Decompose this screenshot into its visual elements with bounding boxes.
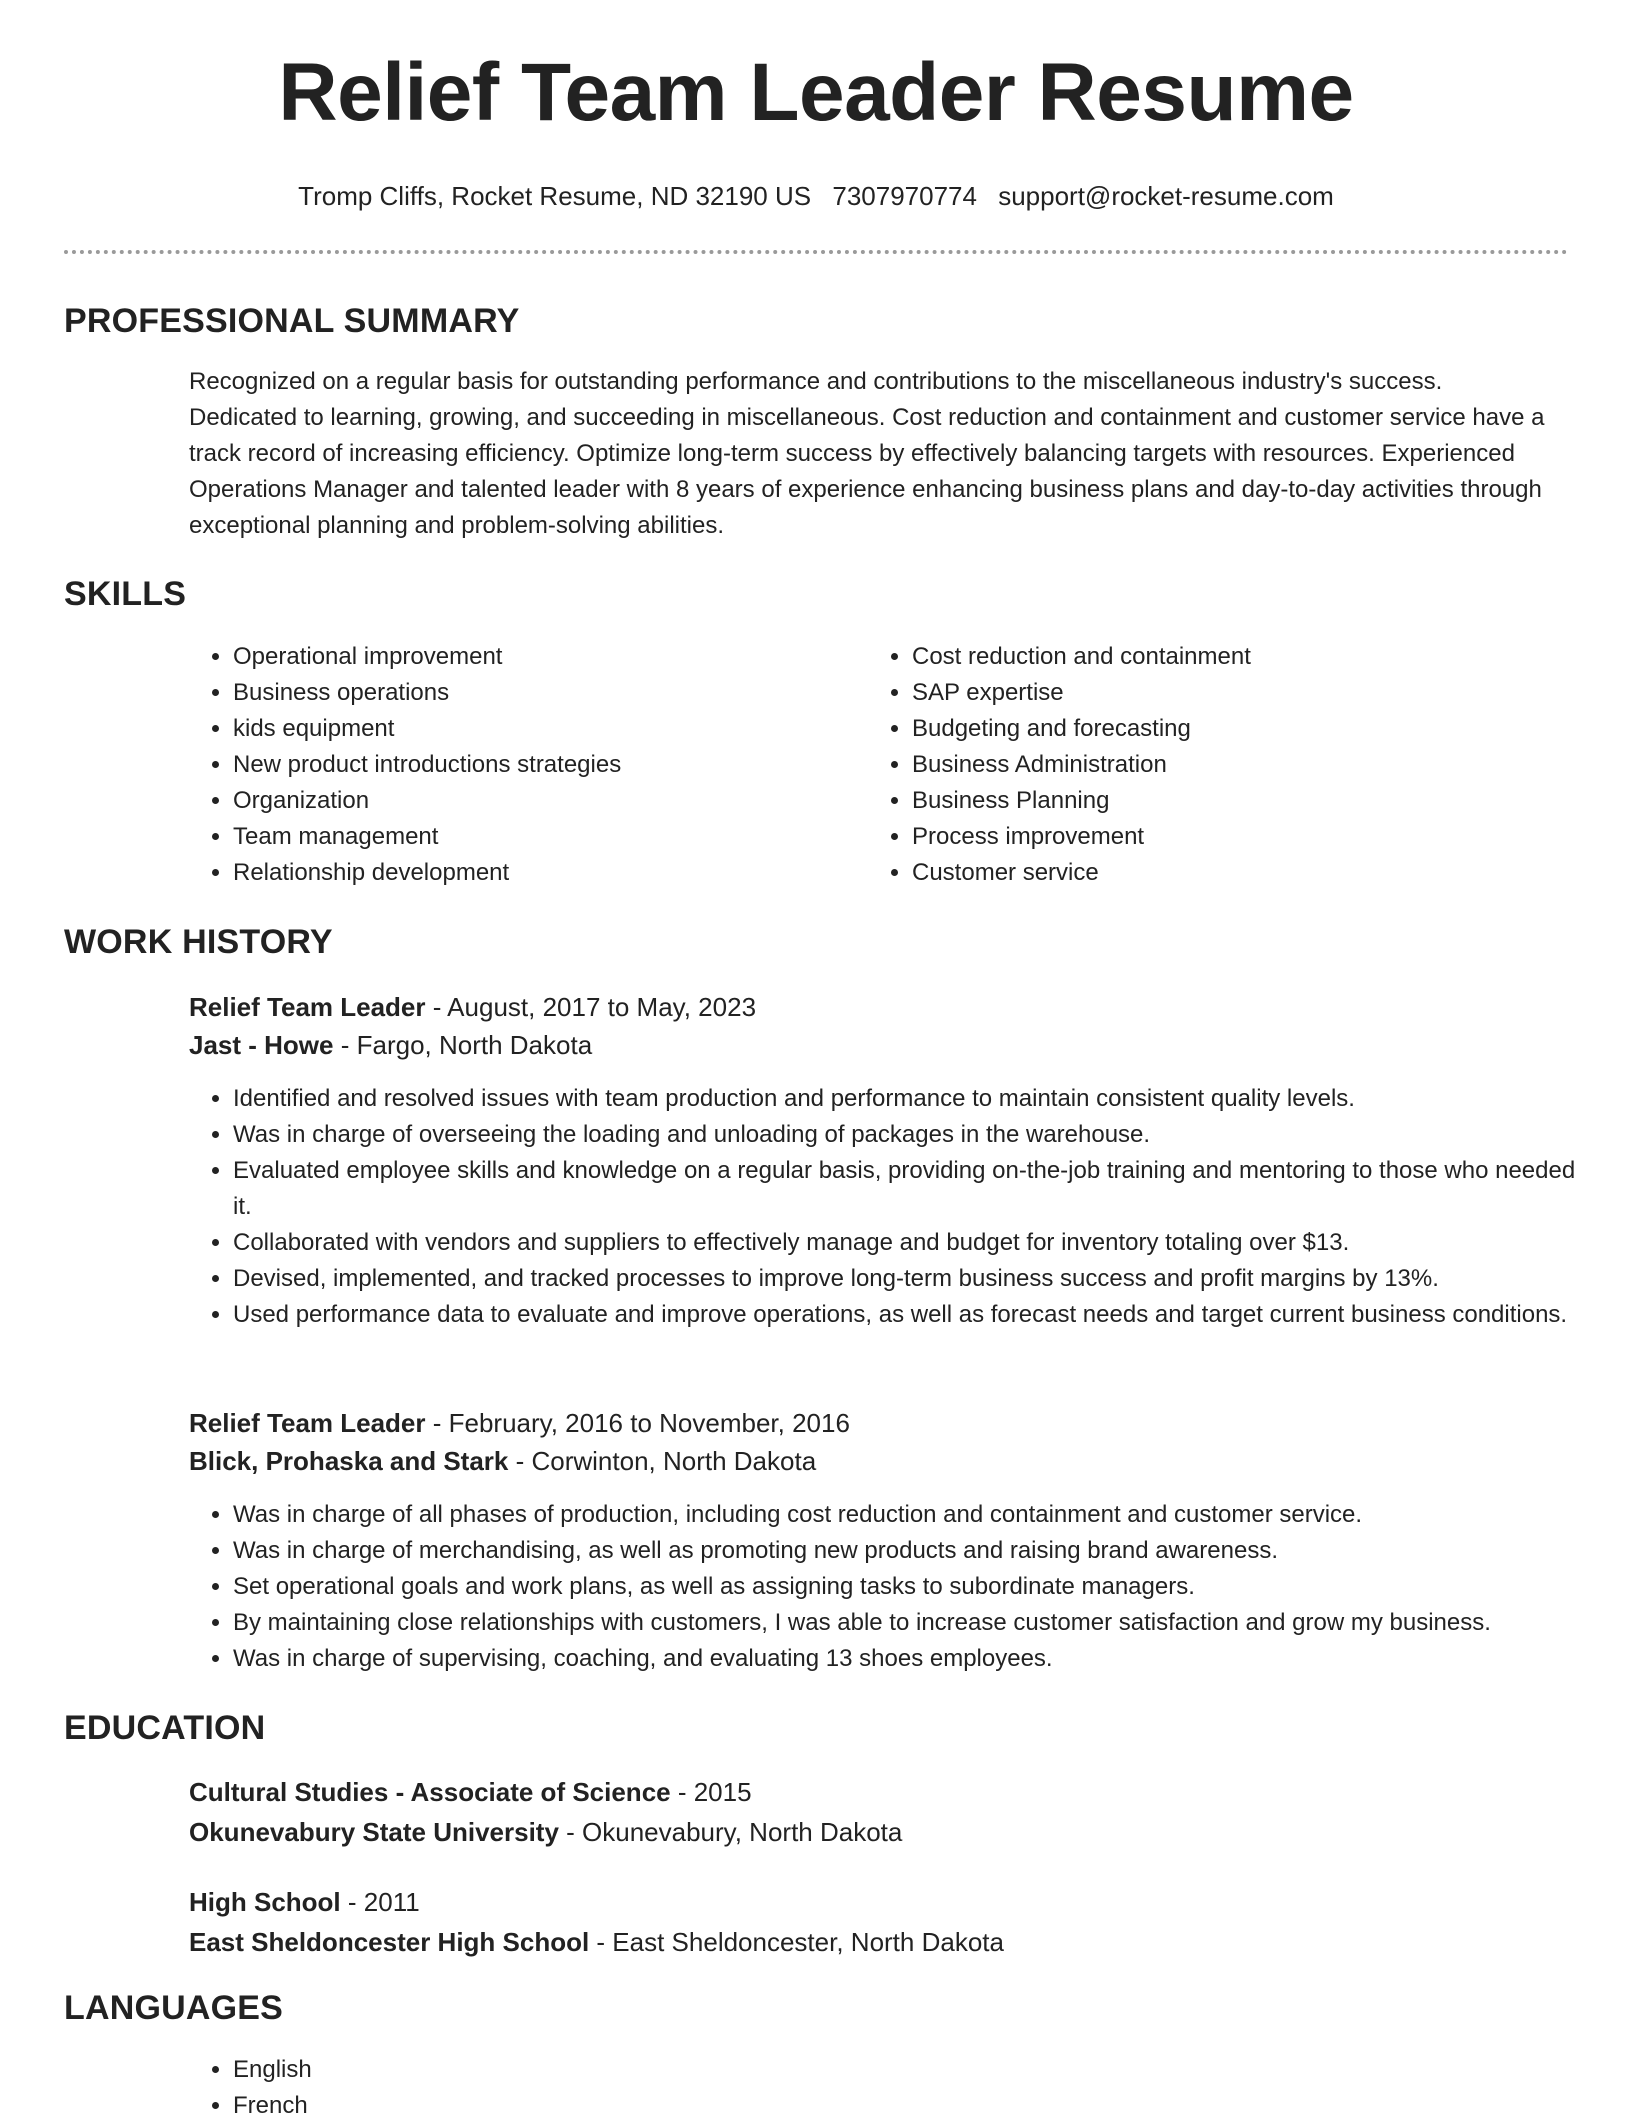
skill-item: • SAP expertise [912,675,1512,711]
contact-email: support@rocket-resume.com [998,181,1334,211]
education-degree-line [189,1889,420,1915]
education-degree: High School [189,1887,341,1917]
skill-item: • New product introductions strategies [233,747,833,783]
education-school-line [189,1929,1004,1955]
skill-item: • Business operations [233,675,833,711]
skill-item: • Team management [233,819,833,855]
language-item: • English [233,2052,833,2088]
skill-item: • Organization [233,783,833,819]
job-title-line [189,994,756,1020]
section-title-education: EDUCATION [64,1709,266,1747]
job-title: Relief Team Leader [189,1408,426,1438]
skills-list-left [189,639,833,891]
section-title-skills: SKILLS [64,575,187,613]
contact-info [0,183,1632,209]
skill-item: • Budgeting and forecasting [912,711,1512,747]
job-bullet: • Devised, implemented, and tracked processes to improve long-term business success and profit margins by 13%. [233,1261,1593,1297]
skills-list-right [868,639,1512,891]
contact-phone: 7307970774 [832,181,977,211]
section-title-work-history: WORK HISTORY [64,923,333,961]
education-school: Okunevabury State University [189,1817,559,1847]
skill-item: • Process improvement [912,819,1512,855]
contact-address: Tromp Cliffs, Rocket Resume, ND 32190 US [298,181,812,211]
job-title-line [189,1410,850,1436]
skill-item: • Customer service [912,855,1512,891]
job-bullet: • By maintaining close relationships with customers, I was able to increase customer satisfaction and grow my business. [233,1605,1593,1641]
job-company: Jast - Howe [189,1030,334,1060]
language-item: • French [233,2088,833,2124]
job-bullet: • Was in charge of all phases of production, including cost reduction and containment and customer service. [233,1497,1593,1533]
job-dates: - February, 2016 to November, 2016 [425,1408,850,1438]
job-title: Relief Team Leader [189,992,426,1022]
section-title-languages: LANGUAGES [64,1989,284,2027]
education-school: East Sheldoncester High School [189,1927,590,1957]
job-bullet: • Identified and resolved issues with team production and performance to maintain consistent quality levels. [233,1081,1593,1117]
header-divider [64,250,1568,254]
job-location: - Corwinton, North Dakota [508,1446,817,1476]
job-company: Blick, Prohaska and Stark [189,1446,509,1476]
education-location: - East Sheldoncester, North Dakota [589,1927,1004,1957]
skill-item: • Business Administration [912,747,1512,783]
education-location: - Okunevabury, North Dakota [558,1817,903,1847]
skill-item: • kids equipment [233,711,833,747]
education-degree: Cultural Studies - Associate of Science [189,1777,671,1807]
skill-item: • Relationship development [233,855,833,891]
education-year: - 2015 [670,1777,752,1807]
job-bullets [189,1497,1593,1677]
job-company-line [189,1032,592,1058]
job-bullet: • Set operational goals and work plans, as well as assigning tasks to subordinate managers. [233,1569,1593,1605]
education-school-line [189,1819,902,1845]
education-degree-line [189,1779,752,1805]
job-bullets [189,1081,1593,1333]
skill-item: • Operational improvement [233,639,833,675]
job-bullet: • Was in charge of merchandising, as well as promoting new products and raising brand awareness. [233,1533,1593,1569]
summary-text: Recognized on a regular basis for outstanding performance and contributions to the miscellaneous industry's success. Dedicated to learning, growing, and succeeding in miscellaneous. Cost reduction and containment and customer service have a track record of increasing efficiency. Optimize long-term success by effectively balancing targets with resources. Experienced Operations Manager and talented leader with 8 years of experience enhancing business plans and day-to-day activities through exceptional planning and problem-solving abilities. [189,368,1545,539]
section-title-summary: PROFESSIONAL SUMMARY [64,302,520,340]
job-bullet: • Used performance data to evaluate and improve operations, as well as forecast needs and target current business conditions. [233,1297,1593,1333]
job-dates: - August, 2017 to May, 2023 [425,992,757,1022]
job-bullet: • Was in charge of overseeing the loading and unloading of packages in the warehouse. [233,1117,1593,1153]
job-location: - Fargo, North Dakota [333,1030,593,1060]
job-bullet: • Collaborated with vendors and suppliers to effectively manage and budget for inventory totaling over $13. [233,1225,1593,1261]
skill-item: • Business Planning [912,783,1512,819]
job-company-line [189,1448,816,1474]
languages-list [189,2052,833,2124]
resume-title: Relief Team Leader Resume [278,47,1354,138]
job-bullet: • Evaluated employee skills and knowledge on a regular basis, providing on-the-job training and mentoring to those who needed it. [233,1153,1593,1225]
job-bullet: • Was in charge of supervising, coaching, and evaluating 13 shoes employees. [233,1641,1593,1677]
education-year: - 2011 [340,1887,420,1917]
skill-item: • Cost reduction and containment [912,639,1512,675]
